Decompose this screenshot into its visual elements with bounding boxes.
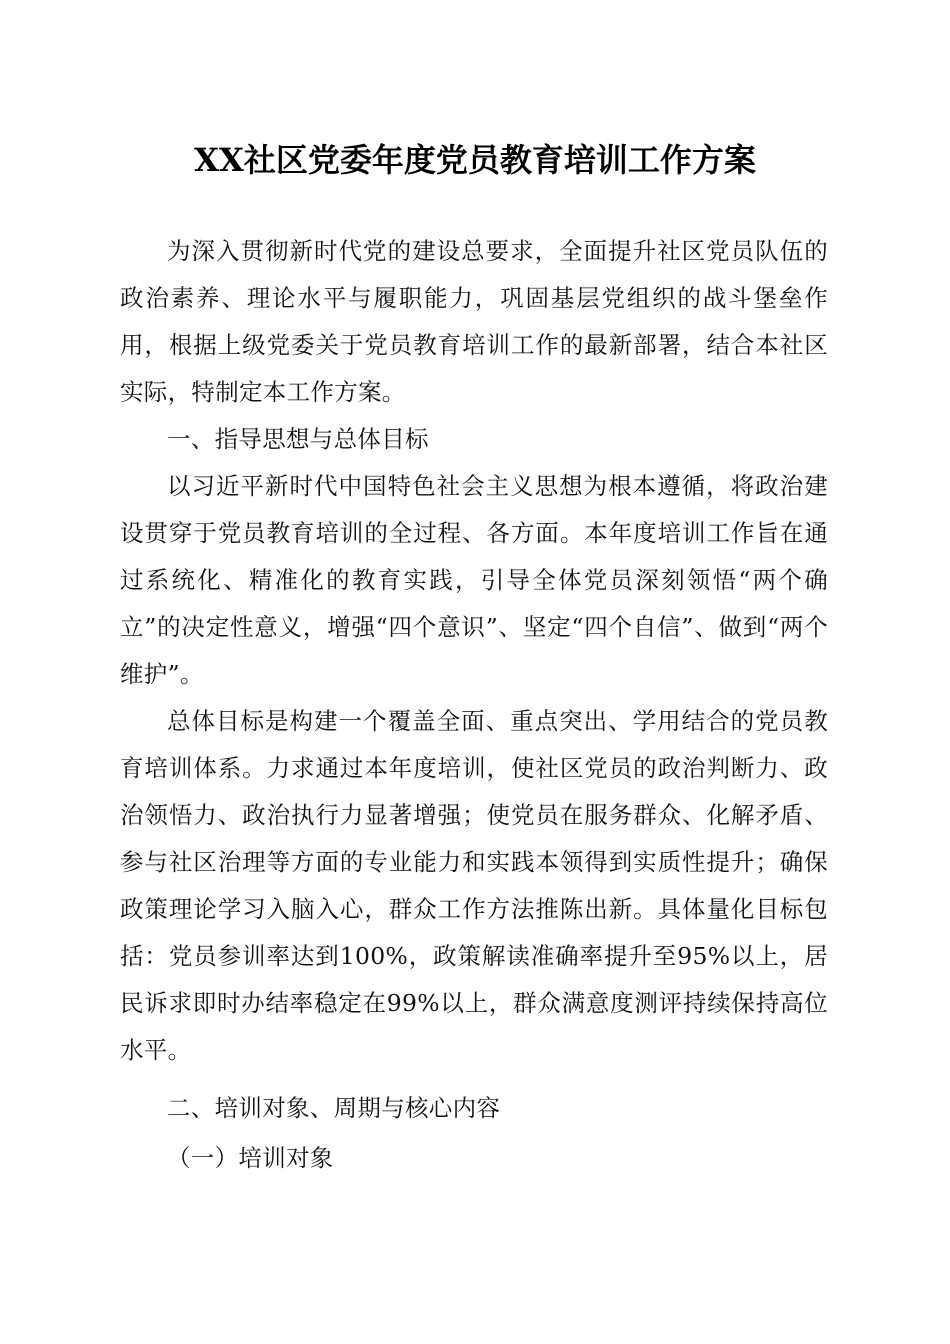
document-body bbox=[120, 228, 828, 1182]
section-1-heading: 一、指导思想与总体目标 bbox=[167, 425, 429, 453]
document-title: XX社区党委年度党员教育培训工作方案 bbox=[194, 141, 756, 179]
section-1-paragraph-2: 总体目标是构建一个覆盖全面、重点突出、学用结合的党员教育培训体系。力求通过本年度培训，使社区党员的政治判断力、政治领悟力、政治执行力显著增强；使党员在服务群众、化解矛盾、参与社区治理等方面的专业能力和实践本领得到实质性提升；确保政策理论学习入脑入心，群众工作方法推陈出新。具体量化目标包括：党员参训率达到100%，政策解读准确率提升至95%以上，居民诉求即时办结率稳定在99%以上，群众满意度测评持续保持高位水平。 bbox=[120, 707, 828, 1064]
intro-paragraph: 为深入贯彻新时代党的建设总要求，全面提升社区党员队伍的政治素养、理论水平与履职能力，巩固基层党组织的战斗堡垒作用，根据上级党委关于党员教育培训工作的最新部署，结合本社区实际，特制定本工作方案。 bbox=[120, 237, 828, 406]
section-2-heading: 二、培训对象、周期与核心内容 bbox=[167, 1094, 501, 1122]
section-1-paragraph-1: 以习近平新时代中国特色社会主义思想为根本遵循，将政治建设贯穿于党员教育培训的全过程、各方面。本年度培训工作旨在通过系统化、精准化的教育实践，引导全体党员深刻领悟“两个确立”的决定性意义，增强“四个意识”、坚定“四个自信”、做到“两个维护”。 bbox=[120, 472, 828, 688]
section-2-subheading-1: （一）培训对象 bbox=[167, 1144, 334, 1172]
